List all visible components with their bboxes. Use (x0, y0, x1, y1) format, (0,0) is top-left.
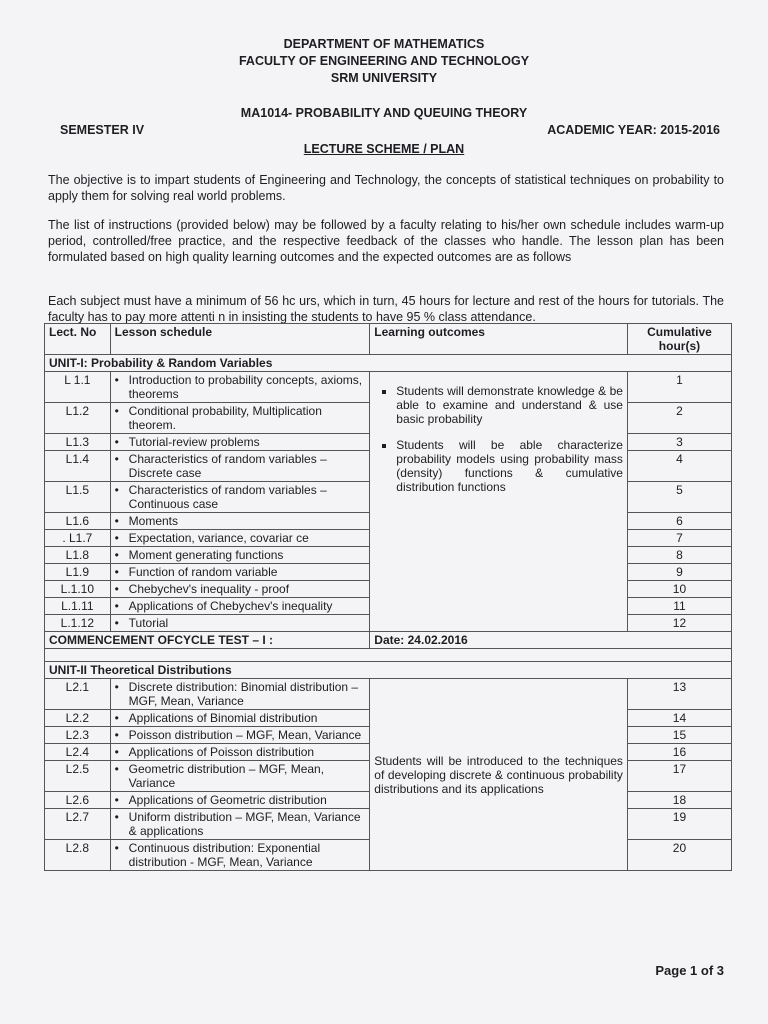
lesson-text: Applications of Geometric distribution (128, 793, 327, 807)
learning-outcomes-cell (370, 679, 628, 871)
bullet-icon: • (114, 762, 119, 776)
header-learning-outcomes: Learning outcomes (370, 324, 628, 355)
lesson-cell (110, 434, 370, 451)
bullet-icon: • (114, 582, 119, 596)
lesson-cell (110, 792, 370, 809)
lesson-text: Function of random variable (128, 565, 278, 579)
bullet-icon: • (114, 565, 119, 579)
lesson-text: Chebychev's inequality - proof (128, 582, 290, 596)
lecture-number: L1.5 (45, 482, 111, 513)
cumulative-hour: 2 (627, 403, 731, 434)
lecture-number: L2.6 (45, 792, 111, 809)
lesson-text: Applications of Chebychev's inequality (128, 599, 333, 613)
lesson-text: Tutorial (128, 616, 169, 630)
lesson-text: Moments (128, 514, 179, 528)
bullet-icon: • (114, 483, 119, 497)
cumulative-hour: 20 (627, 840, 731, 871)
faculty-heading: FACULTY OF ENGINEERING AND TECHNOLOGY (238, 54, 530, 68)
lesson-cell (110, 727, 370, 744)
lesson-cell (110, 581, 370, 598)
university-heading: SRM UNIVERSITY (330, 71, 438, 85)
unit1-title-row (45, 355, 732, 372)
bullet-icon: • (114, 435, 119, 449)
lesson-cell (110, 710, 370, 727)
lesson-cell (110, 615, 370, 632)
lesson-text: Applications of Binomial distribution (128, 711, 318, 725)
instructions-paragraph: The list of instructions (provided below) may be followed by a faculty relating to his/her own schedule includes warm-up period, controlled/free practice, and the respective feedback of the classes who handle. The lesson plan has been formulated based on high quality learning outcomes and the expected outcomes are as follows (48, 218, 724, 264)
lesson-cell (110, 809, 370, 840)
lesson-text: Geometric distribution – MGF, Mean, Variance (128, 762, 325, 790)
bullet-icon: • (114, 599, 119, 613)
bullet-icon: • (114, 745, 119, 759)
lesson-cell (110, 744, 370, 761)
lecture-number: L1.8 (45, 547, 111, 564)
lecture-number: L.1.12 (45, 615, 111, 632)
cumulative-hour: 16 (627, 744, 731, 761)
cumulative-hour: 1 (627, 372, 731, 403)
lesson-cell (110, 547, 370, 564)
lesson-text: Characteristics of random variables – Continuous case (128, 483, 327, 511)
lecture-plan-table (44, 323, 732, 871)
lesson-text: Conditional probability, Multiplication theorem. (128, 404, 322, 432)
cycle-test-label: COMMENCEMENT OFCYCLE TEST – I : (45, 632, 370, 649)
lesson-text: Moment generating functions (128, 548, 284, 562)
bullet-icon: • (114, 531, 119, 545)
lecture-number: L2.1 (45, 679, 111, 710)
cumulative-hour: 17 (627, 761, 731, 792)
cumulative-hour: 5 (627, 482, 731, 513)
department-heading: DEPARTMENT OF MATHEMATICS (283, 37, 485, 51)
cumulative-hour: 3 (627, 434, 731, 451)
lecture-number: L 1.1 (45, 372, 111, 403)
header-lect-no: Lect. No (45, 324, 111, 355)
lesson-cell (110, 840, 370, 871)
hours-paragraph: Each subject must have a minimum of 56 hc urs, which in turn, 45 hours for lecture and rest of the hours for tutorials. The faculty has to pay more attenti n in insisting the students to have 95 % class attendance. (48, 294, 724, 324)
lesson-cell (110, 564, 370, 581)
lecture-number: L1.6 (45, 513, 111, 530)
table-row (45, 372, 732, 403)
objective-paragraph: The objective is to impart students of Engineering and Technology, the concepts of statistical techniques on probability to apply them for solving real world problems. (48, 173, 724, 203)
outcome-item: ▪ Students will be able characterize probability models using probability mass (density) functions & cumulative distribution functions (396, 438, 623, 494)
lesson-cell (110, 482, 370, 513)
lesson-cell (110, 451, 370, 482)
cumulative-hour: 14 (627, 710, 731, 727)
lesson-cell (110, 372, 370, 403)
cumulative-hour: 12 (627, 615, 731, 632)
bullet-icon: • (114, 680, 119, 694)
bullet-icon: • (114, 548, 119, 562)
lesson-text: Expectation, variance, covariar ce (128, 531, 309, 545)
lesson-text: Discrete distribution: Binomial distribution – MGF, Mean, Variance (128, 680, 359, 708)
outcome-item: ▪ Students will demonstrate knowledge & be able to examine and understand & use basic probability (396, 384, 623, 426)
bullet-icon: • (114, 616, 119, 630)
lesson-text: Uniform distribution – MGF, Mean, Variance & applications (128, 810, 361, 838)
header-lesson-schedule: Lesson schedule (110, 324, 370, 355)
bullet-icon: • (114, 793, 119, 807)
bullet-icon: • (114, 810, 119, 824)
bullet-icon: • (114, 514, 119, 528)
lesson-text: Continuous distribution: Exponential distribution - MGF, Mean, Variance (128, 841, 321, 869)
lecture-number: L1.9 (45, 564, 111, 581)
lesson-text: Characteristics of random variables – Discrete case (128, 452, 327, 480)
lesson-text: Applications of Poisson distribution (128, 745, 315, 759)
cycle-test-row (45, 632, 732, 649)
cumulative-hour: 9 (627, 564, 731, 581)
bullet-icon: • (114, 711, 119, 725)
lecture-number: . L1.7 (45, 530, 111, 547)
bullet-icon: • (114, 452, 119, 466)
lesson-text: Tutorial-review problems (128, 435, 260, 449)
lecture-number: L1.2 (45, 403, 111, 434)
cumulative-hour: 8 (627, 547, 731, 564)
lesson-cell (110, 513, 370, 530)
bullet-icon: • (114, 404, 119, 418)
lecture-number: L2.7 (45, 809, 111, 840)
lecture-number: L.1.10 (45, 581, 111, 598)
lesson-cell (110, 679, 370, 710)
cumulative-hour: 19 (627, 809, 731, 840)
lecture-number: L2.2 (45, 710, 111, 727)
unit2-title-row (45, 662, 732, 679)
plan-title: LECTURE SCHEME / PLAN (303, 142, 465, 156)
lesson-text: Introduction to probability concepts, axioms, theorems (128, 373, 363, 401)
cycle-test-date: Date: 24.02.2016 (370, 632, 732, 649)
cumulative-hour: 7 (627, 530, 731, 547)
cumulative-hour: 15 (627, 727, 731, 744)
cumulative-hour: 6 (627, 513, 731, 530)
lesson-text: Poisson distribution – MGF, Mean, Variance (128, 728, 362, 742)
lecture-number: L2.4 (45, 744, 111, 761)
lecture-number: L.1.11 (45, 598, 111, 615)
table-header-row (45, 324, 732, 355)
bullet-icon: • (114, 841, 119, 855)
bullet-icon: • (114, 728, 119, 742)
course-title: MA1014- PROBABILITY AND QUEUING THEORY (240, 106, 528, 120)
cumulative-hour: 18 (627, 792, 731, 809)
academic-year: ACADEMIC YEAR: 2015-2016 (547, 123, 720, 137)
table-row (45, 679, 732, 710)
unit2-title: UNIT-II Theoretical Distributions (45, 662, 732, 679)
lesson-cell (110, 761, 370, 792)
header-cumulative-hours: Cumulative hour(s) (627, 324, 731, 355)
lesson-cell (110, 598, 370, 615)
cumulative-hour: 4 (627, 451, 731, 482)
lesson-cell (110, 403, 370, 434)
lecture-number: L2.8 (45, 840, 111, 871)
lesson-cell (110, 530, 370, 547)
bullet-icon: • (114, 373, 119, 387)
learning-outcomes-cell (370, 372, 628, 632)
semester-label: SEMESTER IV (60, 123, 145, 137)
spacer-row (45, 649, 732, 662)
cumulative-hour: 10 (627, 581, 731, 598)
lecture-number: L1.4 (45, 451, 111, 482)
lecture-number: L2.5 (45, 761, 111, 792)
lecture-number: L1.3 (45, 434, 111, 451)
page-number: Page 1 of 3 (655, 963, 724, 978)
unit1-title: UNIT-I: Probability & Random Variables (45, 355, 732, 372)
lecture-number: L2.3 (45, 727, 111, 744)
outcome-text: Students will be introduced to the techniques of developing discrete & continuous probability distributions and its applications (374, 753, 623, 796)
cumulative-hour: 11 (627, 598, 731, 615)
cumulative-hour: 13 (627, 679, 731, 710)
